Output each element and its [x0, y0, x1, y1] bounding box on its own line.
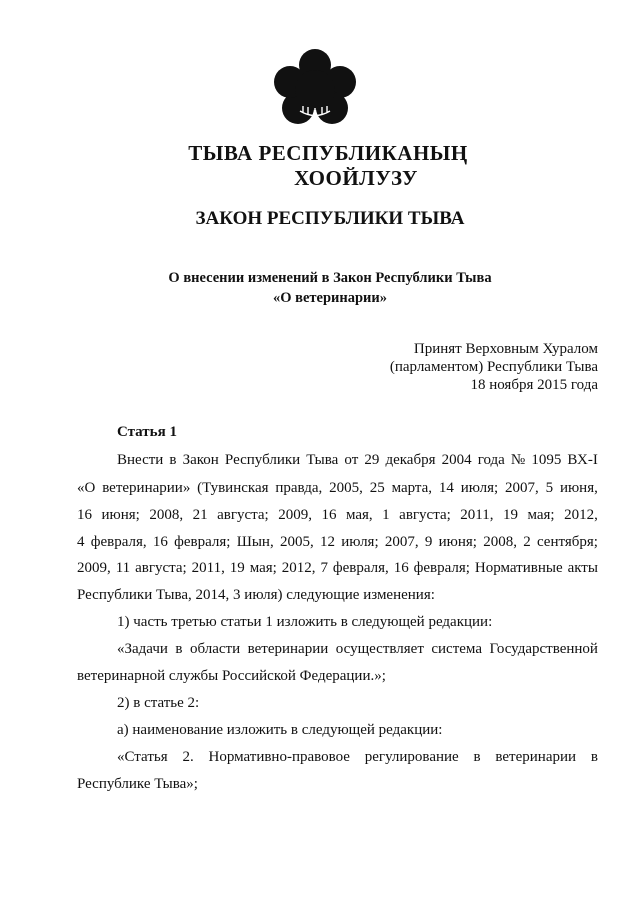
- word: 19: [229, 560, 245, 576]
- word: 1: [382, 507, 390, 523]
- header-tuvan-line1: ТЫВА РЕСПУБЛИКАНЫҢ: [188, 141, 468, 165]
- word: февраля;: [413, 560, 470, 576]
- intro-line-last: Республики Тыва, 2014, 3 июля) следующие изменения:: [77, 587, 435, 603]
- word: 19: [502, 507, 518, 523]
- quote-1-line: [117, 641, 598, 658]
- header-tuvan-line2: ХООЙЛУЗУ: [294, 166, 418, 190]
- word: 2012,: [281, 560, 316, 576]
- quote-2-line: [117, 749, 598, 766]
- quote-1-line-last: ветеринарной службы Российской Федерации.»;: [77, 668, 386, 684]
- word: «О: [77, 480, 96, 496]
- word: июля;: [460, 480, 499, 496]
- intro-line: [77, 507, 598, 524]
- word: 16: [152, 534, 168, 550]
- subject-line1: О внесении изменений в Закон Республики Тыва: [168, 270, 492, 286]
- word: августа;: [135, 560, 187, 576]
- adopted-line2: (парламентом) Республики Тыва: [389, 359, 598, 375]
- intro-line: [77, 534, 598, 551]
- word: 16: [393, 560, 409, 576]
- tuva-coat-of-arms-icon: [272, 48, 358, 128]
- word: «Статья: [117, 749, 168, 765]
- word: правда,: [275, 480, 323, 496]
- word: области: [190, 641, 241, 657]
- word: 2008,: [483, 534, 517, 550]
- word: 16: [321, 507, 337, 523]
- word: сентября;: [536, 534, 598, 550]
- word: ветеринарии: [247, 641, 329, 657]
- quote-2-line-last: Республике Тыва»;: [77, 776, 198, 792]
- word: февраля,: [90, 534, 147, 550]
- word: Внести: [117, 452, 164, 468]
- word: 2012,: [564, 507, 598, 523]
- word: мая,: [345, 507, 373, 523]
- word: 2005,: [329, 480, 363, 496]
- item-2a: а) наименование изложить в следующей редакции:: [117, 722, 443, 738]
- word: Шын,: [236, 534, 274, 550]
- word: 1095: [531, 452, 562, 468]
- word: февраля,: [332, 560, 389, 576]
- word: 5: [545, 480, 554, 496]
- word: осуществляет: [335, 641, 424, 657]
- word: от: [344, 452, 359, 468]
- word: 7: [320, 560, 328, 576]
- word: Тыва: [306, 452, 339, 468]
- word: ветеринарии»: [102, 480, 191, 496]
- word: в: [473, 749, 481, 765]
- word: 2009,: [278, 507, 312, 523]
- word: 14: [438, 480, 454, 496]
- word: марта,: [391, 480, 433, 496]
- word: 2008,: [149, 507, 184, 523]
- word: регулирование: [364, 749, 459, 765]
- word: 2007,: [384, 534, 419, 550]
- word: мая;: [527, 507, 555, 523]
- item-2: 2) в статье 2:: [117, 695, 200, 711]
- word: 9: [424, 534, 433, 550]
- word: 2011,: [191, 560, 225, 576]
- word: августа;: [217, 507, 269, 523]
- word: в: [169, 452, 177, 468]
- word: 2.: [182, 749, 194, 765]
- word: августа;: [399, 507, 451, 523]
- word: года: [477, 452, 505, 468]
- intro-line: [77, 560, 598, 577]
- intro-line: [117, 452, 598, 469]
- word: 25: [369, 480, 385, 496]
- word: февраля;: [174, 534, 231, 550]
- adopted-date: 18 ноября 2015 года: [470, 377, 598, 393]
- word: Государственной: [489, 641, 598, 657]
- word: (Тувинская: [197, 480, 269, 496]
- word: Закон: [182, 452, 219, 468]
- word: Нормативно-правовое: [208, 749, 350, 765]
- word: ветеринарии: [495, 749, 577, 765]
- word: в: [590, 749, 598, 765]
- word: 4: [77, 534, 85, 550]
- word: в: [175, 641, 183, 657]
- word: акты: [567, 560, 598, 576]
- article-heading: Статья 1: [117, 424, 177, 440]
- word: Нормативные: [474, 560, 563, 576]
- item-1: 1) часть третью статьи 1 изложить в следующей редакции:: [117, 614, 493, 630]
- word: июня;: [101, 507, 140, 523]
- word: июля;: [341, 534, 379, 550]
- word: 2: [523, 534, 531, 550]
- word: 21: [192, 507, 208, 523]
- word: 16: [77, 507, 92, 523]
- adopted-line1: Принят Верховным Хуралом: [413, 341, 598, 357]
- word: июня;: [438, 534, 477, 550]
- word: 2011,: [460, 507, 494, 523]
- law-title: ЗАКОН РЕСПУБЛИКИ ТЫВА: [195, 208, 465, 229]
- word: декабря: [385, 452, 436, 468]
- word: 11: [115, 560, 131, 576]
- word: система: [431, 641, 482, 657]
- word: «Задачи: [117, 641, 168, 657]
- word: 2005,: [279, 534, 314, 550]
- word: 12: [319, 534, 335, 550]
- word: №: [510, 452, 526, 468]
- word: 2007,: [505, 480, 539, 496]
- word: 29: [364, 452, 380, 468]
- word: ВХ-I: [567, 452, 598, 468]
- intro-line: [77, 480, 598, 497]
- word: 2009,: [77, 560, 111, 576]
- word: мая;: [249, 560, 277, 576]
- word: 2004: [441, 452, 472, 468]
- subject-line2: «О ветеринарии»: [272, 290, 388, 306]
- word: Республики: [224, 452, 301, 468]
- word: июня,: [559, 480, 598, 496]
